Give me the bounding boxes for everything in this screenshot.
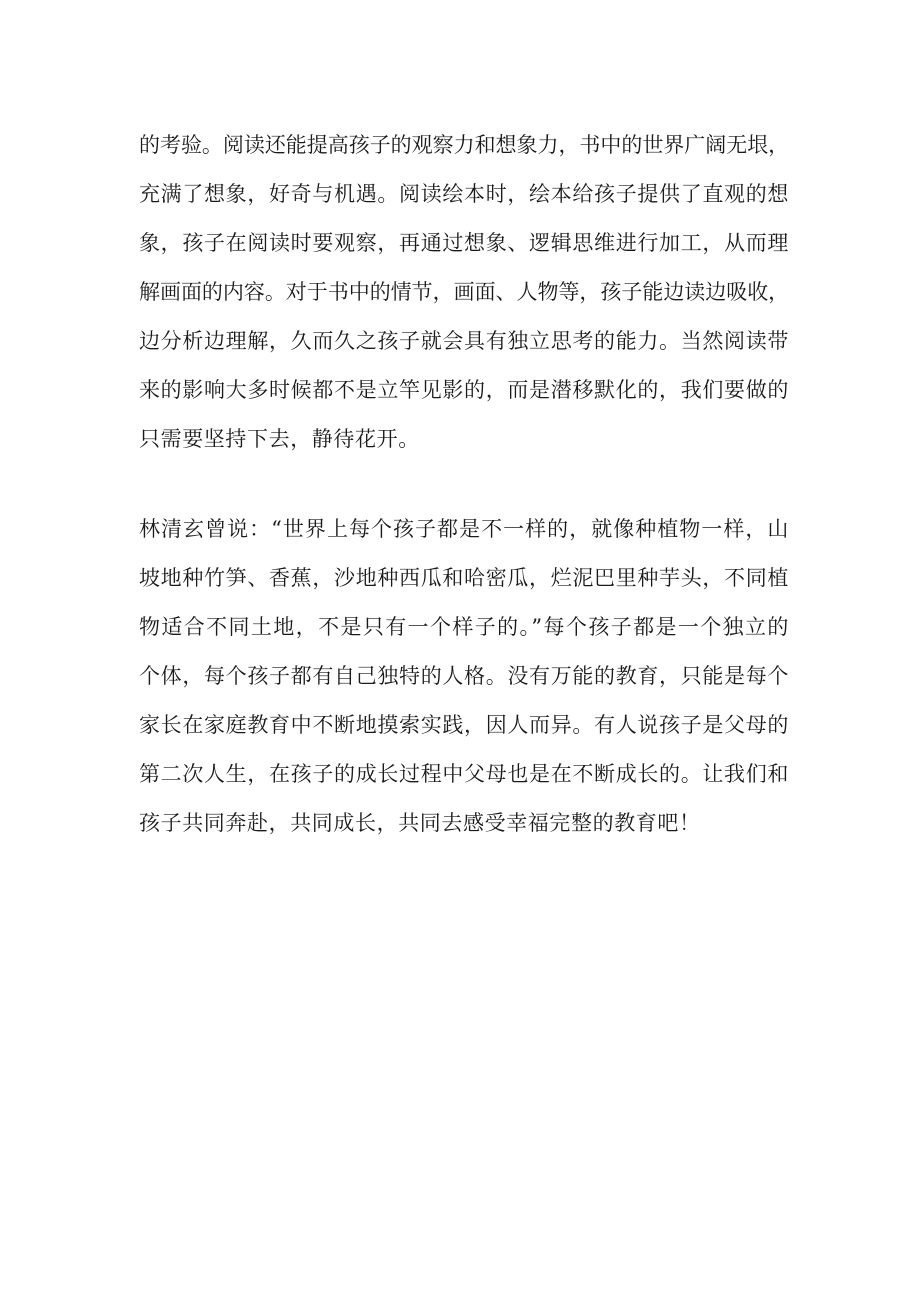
text-line: 解画面的内容。对于书中的情节，画面、人物等，孩子能边读边吸收，	[139, 280, 789, 304]
text-line: 物适合不同土地，不是只有一个样子的。”每个孩子都是一个独立的	[139, 615, 789, 639]
text-line: 林清玄曾说：“世界上每个孩子都是不一样的，就像种植物一样，山	[139, 517, 789, 541]
text-line: 充满了想象，好奇与机遇。阅读绘本时，绘本给孩子提供了直观的想	[139, 182, 789, 206]
text-line: 来的影响大多时候都不是立竿见影的，而是潜移默化的，我们要做的	[139, 378, 789, 402]
text-line: 只需要坚持下去，静待花开。	[139, 427, 420, 451]
text-line: 的考验。阅读还能提高孩子的观察力和想象力，书中的世界广阔无垠，	[139, 133, 789, 157]
paragraph-lin-qingxuan-quote	[139, 505, 789, 848]
text-line: 象，孩子在阅读时要观察，再通过想象、逻辑思维进行加工，从而理	[139, 231, 789, 255]
text-line: 孩子共同奔赴，共同成长，共同去感受幸福完整的教育吧！	[139, 811, 701, 835]
text-line: 坡地种竹笋、香蕉，沙地种西瓜和哈密瓜，烂泥巴里种芋头，不同植	[139, 566, 789, 590]
text-line: 家长在家庭教育中不断地摸索实践，因人而异。有人说孩子是父母的	[139, 713, 789, 737]
paragraph-reading-benefits	[139, 121, 789, 464]
text-line: 第二次人生，在孩子的成长过程中父母也是在不断成长的。让我们和	[139, 762, 789, 786]
text-line: 边分析边理解，久而久之孩子就会具有独立思考的能力。当然阅读带	[139, 329, 789, 353]
text-line: 个体，每个孩子都有自己独特的人格。没有万能的教育，只能是每个	[139, 664, 789, 688]
